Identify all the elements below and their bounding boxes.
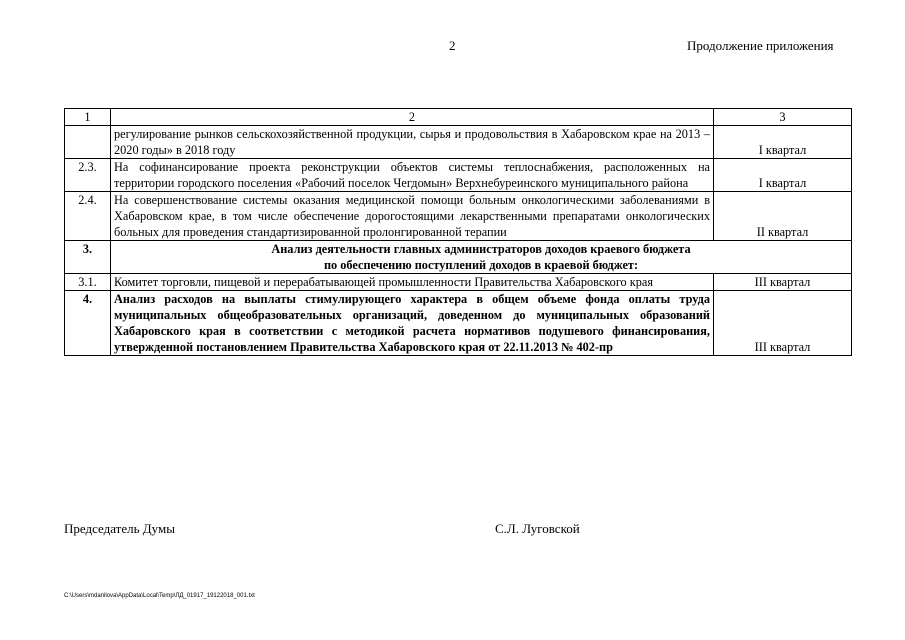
row-description: На софинансирование проекта реконструкции объектов системы теплоснабжения, расположенных на территории городского поселения «Рабочий поселок Чегдомын» Верхнебуреинского муниципального района [111, 159, 714, 192]
row-description: регулирование рынков сельскохозяйственной продукции, сырья и продовольствия в Хабаровском крае на 2013 – 2020 годы» в 2018 году [111, 126, 714, 159]
section-row [65, 241, 852, 274]
row-period: II квартал [714, 192, 852, 241]
continuation-label: Продолжение приложения [687, 38, 834, 53]
section-title [111, 241, 852, 274]
row-number: 4. [65, 291, 111, 356]
row-number: 2.4. [65, 192, 111, 241]
row-description: Комитет торговли, пищевой и перерабатывающей промышленности Правительства Хабаровского края [111, 274, 714, 291]
row-number [65, 126, 111, 159]
section-number: 3. [65, 241, 111, 274]
table-header-row [65, 109, 852, 126]
row-number: 3.1. [65, 274, 111, 291]
table-row [65, 274, 852, 291]
section-title-line: Анализ деятельности главных администраторов доходов краевого бюджета [271, 242, 691, 256]
row-period: I квартал [714, 159, 852, 192]
appendix-table [64, 108, 852, 356]
row-number: 2.3. [65, 159, 111, 192]
table-row [65, 126, 852, 159]
row-period: III квартал [714, 274, 852, 291]
row-description: Анализ расходов на выплаты стимулирующего характера в общем объеме фонда оплаты труда муниципальных общеобразовательных организаций, доведенном до муниципальных образований Хабаровского края в соответствии с методикой расчета нормативов подушевого финансирования, утвержденной постановлением Правительства Хабаровского края от 22.11.2013 № 402-пр [111, 291, 714, 356]
row-period: I квартал [714, 126, 852, 159]
column-header: 2 [111, 109, 714, 126]
section-title-line: по обеспечению поступлений доходов в краевой бюджет: [323, 258, 639, 272]
row-description: На совершенствование системы оказания медицинской помощи больным онкологическими заболеваниями в Хабаровском крае, в том числе обеспечение дорогостоящими лекарственными препаратами онкологических больных для проведения стандартизированной пролонгированной терапии [111, 192, 714, 241]
table-row [65, 291, 852, 356]
file-path: C:\Users\mdanilova\AppData\Local\Temp\ЛД_01917_19122018_001.txt [64, 593, 255, 599]
table-row [65, 192, 852, 241]
row-period: III квартал [714, 291, 852, 356]
column-header: 3 [714, 109, 852, 126]
signer-name: С.Л. Луговской [495, 521, 580, 536]
signer-title: Председатель Думы [64, 521, 175, 536]
page-number: 2 [449, 38, 456, 53]
table-row [65, 159, 852, 192]
column-header: 1 [65, 109, 111, 126]
